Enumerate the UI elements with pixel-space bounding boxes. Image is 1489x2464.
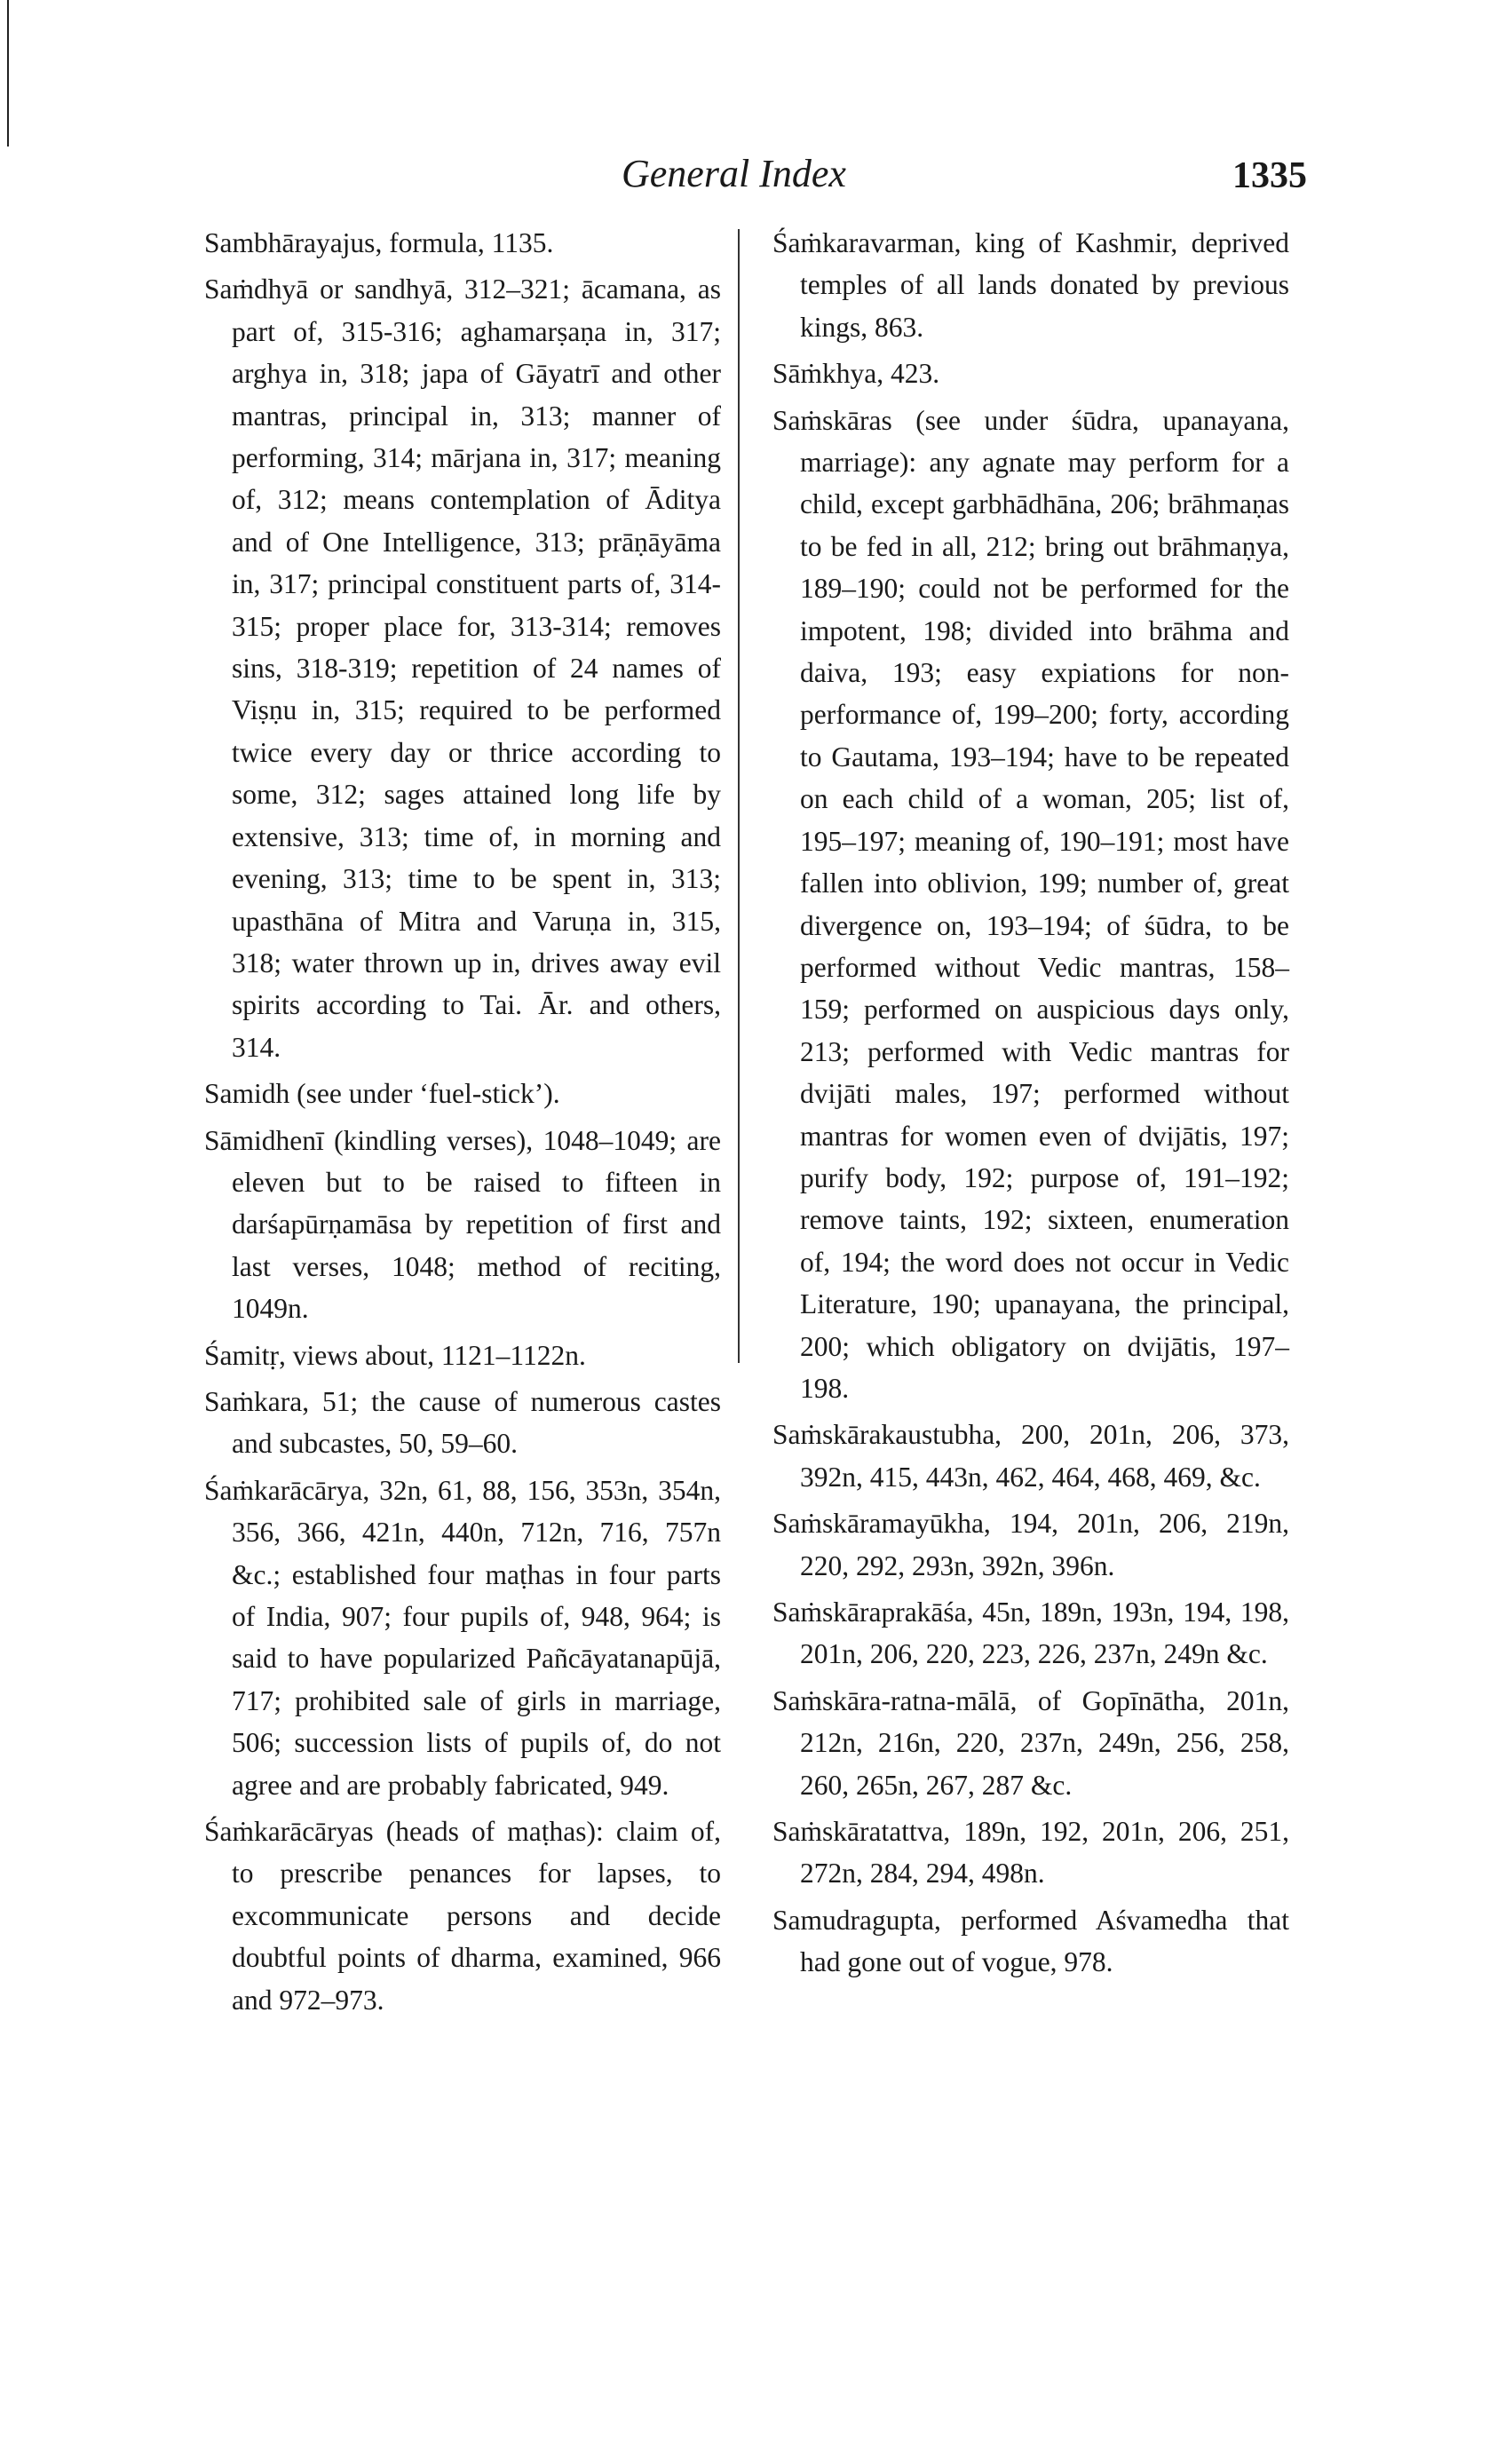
page-number: 1335 <box>1232 155 1307 196</box>
index-column-right <box>772 222 1289 1988</box>
index-entry: Saṁkara, 51; the cause of numerous castes and subcastes, 50, 59–60. <box>204 1385 721 1460</box>
column-divider <box>738 229 740 1363</box>
page-header <box>0 142 1489 204</box>
running-title: General Index <box>622 152 846 195</box>
index-entry: Saṁskāraprakāśa, 45n, 189n, 193n, 194, 198, 201n, 206, 220, 223, 226, 237n, 249n &c. <box>772 1596 1289 1670</box>
index-entry: Sambhārayajus, formula, 1135. <box>204 227 554 258</box>
index-entry: Saṁskāramayūkha, 194, 201n, 206, 219n, 220, 292, 293n, 392n, 396n. <box>772 1508 1289 1581</box>
index-entry: Śaṁkaravarman, king of Kashmir, deprived temples of all lands donated by previous kings, 863. <box>772 227 1289 343</box>
index-entry: Saṁdhyā or sandhyā, 312–321; ācamana, as part of, 315-316; aghamarṣaṇa in, 317; arghya in, 318; japa of Gāyatrī and other mantras, principal in, 313; manner of performing, 314; mārjana in, 317; meaning of, 312; means contemplation of Āditya and of One Intelligence, 313; prāṇāyāma in, 317; principal constituent parts of, 314-315; proper place for, 313-314; removes sins, 318-319; repetition of 24 names of Viṣṇu in, 315; required to be performed twice every day or thrice according to some, 312; sages attained long life by extensive, 313; time of, in morning and evening, 313; time to be spent in, 313; upasthāna of Mitra and Varuṇa in, 315, 318; water thrown up in, drives away evil spirits according to Tai. Ār. and others, 314. <box>204 273 721 1063</box>
index-entry: Sāṁkhya, 423. <box>772 358 940 390</box>
index-entry: Samudragupta, performed Aśvamedha that had gone out of vogue, 978. <box>772 1904 1289 1978</box>
index-entry: Saṁskāratattva, 189n, 192, 201n, 206, 251, 272n, 284, 294, 498n. <box>772 1816 1289 1890</box>
index-entry: Samidh (see under ‘fuel-stick’). <box>204 1078 560 1110</box>
page-edge-line <box>7 0 9 147</box>
index-column-left <box>204 222 721 2025</box>
index-entry: Śaṁkarācārya, 32n, 61, 88, 156, 353n, 354n, 356, 366, 421n, 440n, 712n, 716, 757n &c.; established four maṭhas in four parts of India, 907; four pupils of, 948, 964; is said to have popularized Pañcāyatanapūjā, 717; prohibited sale of girls in marriage, 506; succession lists of pupils of, do not agree and are probably fabricated, 949. <box>204 1474 721 1801</box>
index-entry: Śamitṛ, views about, 1121–1122n. <box>204 1339 586 1371</box>
index-entry: Saṁskāra-ratna-mālā, of Gopīnātha, 201n, 212n, 216n, 220, 237n, 249n, 256, 258, 260, 265n, 267, 287 &c. <box>772 1684 1289 1801</box>
index-entry: Saṁskārakaustubha, 200, 201n, 206, 373, 392n, 415, 443n, 462, 464, 468, 469, &c. <box>772 1419 1289 1493</box>
index-entry: Śaṁkarācāryas (heads of maṭhas): claim of, to prescribe penances for lapses, to excommunicate persons and decide doubtful points of dharma, examined, 966 and 972–973. <box>204 1816 721 2016</box>
index-entry: Saṁskāras (see under śūdra, upanayana, marriage): any agnate may perform for a child, except garbhādhāna, 206; brāhmaṇas to be fed in all, 212; bring out brāhmaṇya, 189–190; could not be performed for the impotent, 198; divided into brāhma and daiva, 193; easy expiations for non-performance of, 199–200; forty, according to Gautama, 193–194; have to be repeated on each child of a woman, 205; list of, 195–197; meaning of, 190–191; most have fallen into oblivion, 199; number of, great divergence on, 193–194; of śūdra, to be performed without Vedic mantras, 158–159; performed on auspicious days only, 213; performed with Vedic mantras for dvijāti males, 197; performed without mantras for women even of dvijātis, 197; purify body, 192; purpose of, 191–192; remove taints, 192; sixteen, enumeration of, 194; the word does not occur in Vedic Literature, 190; upanayana, the principal, 200; which obligatory on dvijātis, 197–198. <box>772 404 1289 1404</box>
index-entry: Sāmidhenī (kindling verses), 1048–1049; are eleven but to be raised to fifteen in darśapūrṇamāsa by repetition of first and last verses, 1048; method of reciting, 1049n. <box>204 1124 721 1325</box>
